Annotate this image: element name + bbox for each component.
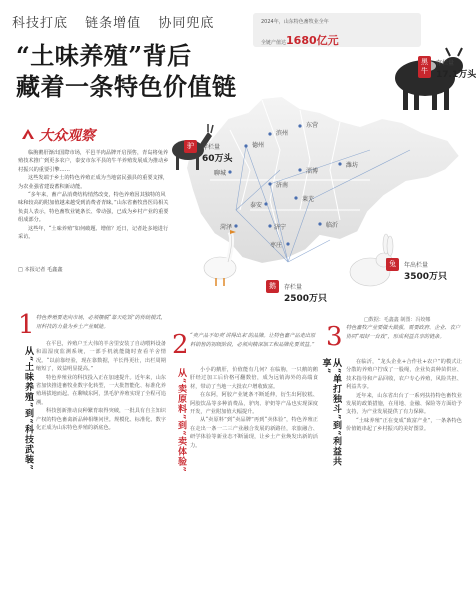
kicker-item: 协同兜底: [158, 16, 215, 31]
intro-paragraph: 这些年，“土味养殖”如何破题、增值？近日，记者赴多地进行采访。: [18, 225, 169, 241]
headline-line: 藏着一条特色价值链: [16, 72, 237, 101]
product-value: 60万头: [202, 154, 233, 164]
city-label: 莱芜: [302, 196, 315, 203]
intro-paragraph: 这些发端于乡土的特色养殖正成为当地富民强县的重要支撑，为农业强省建设蓄积新动能。: [18, 175, 169, 190]
section-paragraph: “土味养殖”正在变成“致富产业”，一条条特色价值链串起了乡村振兴的美好图景。: [346, 417, 462, 433]
byline: □ 本报记者 毛鑫鑫: [18, 267, 63, 273]
kicker-item: 科技打底: [12, 16, 69, 31]
city-label: 泰安: [250, 202, 263, 209]
section-paragraph: 从“卖原料”到“卖品牌”再到“卖体验”，特色养殖正在走出一条一二三产业融合发展的新路径，农旅融合、研学体验等新业态不断涌现，让乡土产业焕发出新的活力。: [190, 417, 318, 449]
column-logo: [21, 125, 111, 143]
product-badge: 鹅: [266, 280, 279, 293]
section-paragraph: 特色养殖业的科技投入正在加速提升。近年来，山东省加快推进畜牧业数字化转型，一大批智能化、标准化养殖场拔地而起。在聊城东阿，黑毛驴养殖实现了全程可追溯。: [36, 374, 166, 406]
city-label: 枣庄: [270, 242, 283, 249]
stat-box: [253, 13, 421, 47]
headline-line: “土味养殖”背后: [16, 41, 192, 70]
section-paragraph: 小小的鹅肝，价值能有几何？在临朐，一只鹅的鹅肝经过加工后价格可翻数倍，成为远销海外的高端食材，带动了当地一大批农户增收致富。: [190, 367, 318, 390]
city-label: 滨州: [276, 130, 289, 137]
intro-paragraph: 临朐鹅肝渐出国際市场，平邑羊肉品牌开启预售，青岛将兔养殖技术推广到更多农户，泰安市东平县的牛羊养殖发展成为推动乡村振兴的重要引擎……: [18, 150, 169, 173]
city-label: 菏泽: [220, 224, 233, 231]
section-paragraph: 近年来，山东省出台了一系列扶持特色畜牧业发展的政策措施，在用地、金融、保险等方面给予支持，为产业发展提供了有力保障。: [346, 392, 462, 416]
section-lead: 特色畜牧产业要做大做强，需要政府、企业、农户协同“唱好一台戏”，形成利益共享的链条。: [346, 325, 461, 340]
section-title: 从“单打独斗”到“利益共享”: [320, 358, 341, 467]
product-value: 17.1万头: [436, 70, 476, 80]
section-paragraph: 在平邑，养殖户王大伟的羊舍里安装了自动喂料设备和温湿度监测系统，一部手机就能随时查看羊舍情况。“以前靠经验，现在靠数据，羊长得更壮，出栏周期缩短了，效益明显提高。”: [36, 341, 166, 373]
section-lead: 特色养殖要走向市场，必须摆脱“靠天吃饭”的传统模式，用科技的力量为乡土产业赋能。: [36, 315, 166, 330]
product-badge: 兔: [386, 258, 399, 271]
product-value: 2500万只: [284, 294, 328, 304]
section-body: [36, 340, 166, 605]
stat-line1: 2024年，山东特色畜牧业全年: [261, 19, 329, 25]
section-lead: “卖产品不如卖‘讲得出来’的品牌。让特色畜产品走出原料销售的初级阶段，必须向精深加工和品牌化要效益。”: [190, 333, 316, 348]
intro-paragraph: “多年来，畜产品消费结构悄然改变，特色养殖因其独特的风味和较高的附加值越来越受到消费者青睐。”山东省畜牧兽医局相关负责人表示，特色畜牧业链条长、带动强，已成为乡村产业的重要组成部分。: [18, 192, 169, 224]
column-logo-icon: [21, 128, 35, 140]
city-label: 淄博: [306, 168, 319, 175]
map-infographic: [170, 0, 476, 330]
section-number: 1: [18, 310, 35, 340]
city-label: 潍坊: [346, 162, 359, 169]
kicker-item: 链条增值: [85, 16, 142, 31]
stat-value: 1680亿元: [286, 34, 339, 47]
section-paragraph: 在临沂，“龙头企业+合作社+农户”的模式让分散的养殖户拧成了一股绳，企业负责种苗供应、技术指导和产品回收，农户专心养殖，风险共担、利益共享。: [346, 359, 462, 391]
stat-prefix: 全链产值达: [261, 40, 287, 46]
city-label: 临沂: [326, 222, 339, 229]
section-number: 3: [326, 322, 343, 352]
product-label: 年出栏量: [404, 262, 429, 269]
section-paragraph: 在东阿，阿胶产业链条不断延伸，衍生出阿胶糕、阿胶饮品等多种消费品，驴肉、驴奶等产品也实现深度开发，产业附加值大幅提升。: [190, 392, 318, 416]
product-badge: 驴: [184, 140, 197, 153]
product-label: 存栏量: [436, 60, 455, 67]
section-body: [190, 366, 318, 606]
section-number: 2: [172, 330, 189, 360]
city-label: 德州: [252, 142, 265, 149]
section-title: 从“土味养殖”到“科技武装”: [23, 346, 33, 471]
city-label: 济宁: [274, 224, 287, 231]
product-value: 3500万只: [404, 272, 448, 282]
product-label: 存栏量: [284, 284, 303, 291]
intro-text: [18, 149, 170, 241]
column-name: 大众观察: [39, 128, 95, 144]
section-body: [346, 358, 462, 606]
city-label: 聊城: [214, 170, 227, 177]
product-badge: 黑牛: [418, 56, 431, 78]
map-caption: □数据：毛鑫鑫 制图：冯姣娜: [364, 317, 431, 323]
product-label: 存栏量: [202, 144, 221, 151]
city-label: 东营: [306, 122, 319, 129]
section-paragraph: 科技创新推动良种繁育取得突破，一批具有自主知识产权的特色畜禽新品种相继问世。规模化、标准化、数字化正成为山东特色养殖的新底色。: [36, 408, 166, 432]
stat-line2: [261, 32, 339, 48]
section-title: 从“卖原料”到“卖体验”: [176, 368, 186, 473]
city-label: 济南: [276, 182, 289, 189]
